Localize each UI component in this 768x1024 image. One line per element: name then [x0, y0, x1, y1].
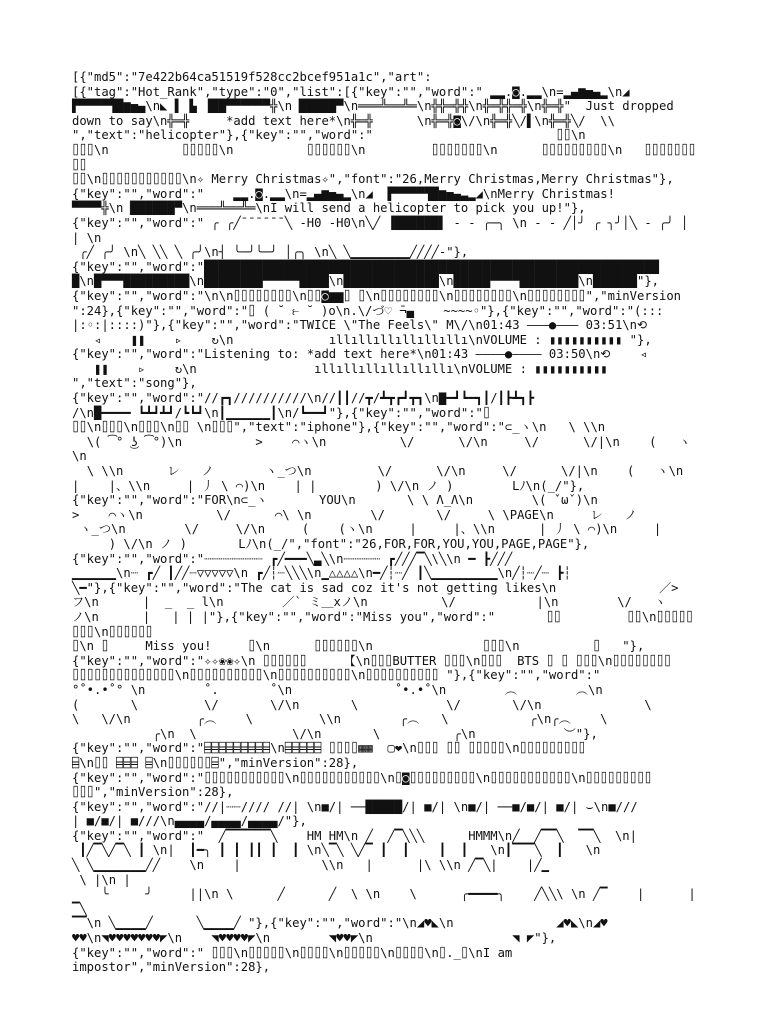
text-line: █\n█▀▀▀█████████\n████████▀▀▀▀▀████\n█████████████\n█████▀▀▀▀████████\n██████"}, — [72, 274, 659, 289]
text-line: ノ\n | | | |"},{"key":"","word":"Miss you","word":" ⌷⌷ ⌷⌷\n⌷⌷⌷⌷⌷⌷⌷⌷\n⌷⌷⌷⌷⌷⌷ — [72, 609, 694, 639]
text-line: ","text":"helicopter"},{"key":"","word":" ⌷⌷\n — [72, 128, 586, 143]
text-line: > ⌒ヽ\n \/ ⌒\ \n \/ \/ \ \PAGE\n レ ノ — [72, 507, 637, 522]
text-line: [{"tag":"Hot_Rank","type":"0","list":[{"key":"","word":" ▂▂.◙.▂▂\n=▂▄▆▅▄▂\n◢ — [72, 84, 630, 99]
text-line: °˚•.•˚° \n ˚. ˚\n ˚•.•˚\n ︵ ︵\n — [72, 682, 603, 697]
text-line: ▛▀▀▀▀▜█▆▅▄\n◣ ▌ ▙ ▐██▀▀▀▀▀▀╬\n▕█████▀\n═══╩══╩═\n╬╬═╬╬\n╬═╬╬═╬\n╬═╬" Just dropped — [72, 99, 674, 114]
text-line: impostor","minVersion":28}, — [72, 960, 271, 975]
text-line: | |、\\n | 丿 \ ⌒)\n | | ) \/\n ノ ) Lﾉ\n(_/"}, — [72, 478, 585, 493]
text-line: ❚❚ ▹ ↻\n ıllıllıllıllıllıllı\nVOLUME : ▮▮▮▮▮▮▮▮▮▮ — [72, 361, 608, 376]
text-line: ⌸\n⌷⌷ ⌸⌸⌸ ⌸\n⌷⌷⌷⌷⌷⌷⌸","minVersion":28}, — [72, 755, 359, 770]
text-line: ╭╱ ╭╯ \n╲ ╲╲ ╲ ╭╯\n┤ ╰─╯╰─╯ │╭╮ \n╲ ╲▁▁▁▁▁▁▁▁╱╱╱╱-"}, — [72, 245, 469, 260]
text-line: {"key":"","word":"┈┈┈┈┈┈┈┈ ┏╱━━━╲▃╲\n┈┈┈┈┈ ┏╱╱╱▔╲\╲\n ━ ┣╱╱╱ — [72, 551, 513, 566]
text-line: {"key":"","word":" ⌷⌷⌷\n⌷⌷⌷⌷⌷\n⌷⌷⌷⌷\n⌷⌷⌷⌷⌷\n⌷⌷⌷⌷\n⌷._⌷\nI am — [72, 945, 513, 960]
text-line: ╭\n \ \/\n \ ╭\n ︶"}, — [72, 726, 598, 741]
text-line: {"key":"","word":"//┏┓//////////\n//┃┃//┳/┻┳┏┛┳┓\n▇━┛┗━┓┃/┃┣┻┓┣ — [72, 391, 535, 406]
text-line: \ |\n | — [72, 872, 131, 887]
text-line: ╲ ╲▁▁▁▁▁▁▁╱╱ \n | \\n | |\ \\n ╱▔╲| |╱▁ — [72, 858, 549, 873]
text-line: ⌷⌷\n⌷⌷⌷\n⌷⌷⌷\n⌷⌷ \n⌷⌷⌷","text":"iphone"},{"key":"","word":"⊂_ヽ\n \ \\n — [72, 420, 606, 435]
text-line: {"key":"","word":"✧✧❀❀✧\n ⌷⌷⌷⌷⌷⌷ 【\n⌷⌷⌷BUTTER ⌷⌷⌷\n⌷⌷⌷ BTS ⌷ ⌷ ⌷⌷⌷\n⌷⌷⌷⌷⌷⌷⌷⌷ — [72, 653, 672, 668]
text-line: /\n█━━━━ ┗┻┛┻┛/┗┗┛\n┃▁▁▁▁▁▁┃\n/┗━━┛"},{"key":"","word":"⌷ — [72, 405, 491, 420]
text-line: {"key":"","word":" ╭ ╭╱¯¯¯¯¯¯╲ -H0 -H0\n╲╱ ▐██████▌ - - ╭─╮ \n - - ╱│╯ ╭ ╮╯│╲ - ╭╯ │ | \n — [72, 215, 696, 245]
text-line: \ \\n レ ノ ヽ_つ\n \/ \/\n \/ \/|\n ( ヽ\n — [72, 464, 684, 479]
text-line: ╰ ╯ ||\n \ ╱ ╱ \ \n \ ╭━━━━╮ ╱╲╲\ \n ╱▔ | | ▔╲ — [72, 887, 733, 916]
text-line: ▔▔\n ╲▁▁▁▁╱ ╲▁▁▁▁╱ "},{"key":"","word":"\n◢♥◣\n ◢♥◣\n◢♥ — [72, 916, 608, 931]
text-line: ⌷⌷⌷\n ⌷⌷⌷⌷⌷\n ⌷⌷⌷⌷⌷⌷\n ⌷⌷⌷⌷⌷⌷⌷\n ⌷⌷⌷⌷⌷⌷⌷⌷⌷\n ⌷⌷⌷⌷⌷⌷⌷⌷⌷ — [72, 142, 696, 172]
text-line: ♥♥\n◥♥♥♥♥♥♥♥◤\n ◥♥♥♥♥◤\n ◥♥♥◤\n ◥ ◤"}, — [72, 931, 557, 946]
text-line: ":24},{"key":"","word":"⌷ ( ˘ ⥼ ˘ )ο\n.\/づ♡ ̄¬▄ ~~~~◦"},{"key":"","word":"(::: — [72, 303, 664, 318]
text-line: ","text":"song"}, — [72, 376, 197, 391]
text-line: {"key":"","word":"⌸⌸⌸⌸⌸⌸⌸⌸⌸\n⌸⌸⌸⌸⌸ ⌷⌷⌷⌷▦▦ ▢❤\n⌷⌷⌷ ⌷⌷ ⌷⌷⌷⌷⌷\n⌷⌷⌷⌷⌷⌷⌷⌷⌷ — [72, 741, 586, 756]
text-line: ⌷⌷\n⌷⌷⌷⌷⌷⌷⌷⌷⌷⌷⌷\n✧ Merry Christmas✧","font":"26,Merry Christmas,Merry Christmas"}, — [72, 172, 674, 187]
text-line: | ■/■/| ■///\n▄▄▄▄/▄▄▄▄/▄▄▄▄/"}, — [72, 814, 307, 829]
text-line: ⌷⌷⌷⌷⌷⌷⌷⌷⌷⌷⌷⌷⌷⌷\n⌷⌷⌷⌷⌷⌷⌷⌷⌷⌷\n⌷⌷⌷⌷⌷⌷⌷⌷⌷⌷\n⌷⌷⌷⌷⌷⌷⌷⌷⌷⌷ "},{"key":"","word":" — [72, 668, 601, 683]
text-line: \ \/\n ╭︵ \ \\n ╭︵ \ ╭\n╭︵ \ — [72, 712, 608, 727]
text-line: ⌷⌷⌷","minVersion":28}, — [72, 785, 234, 800]
text-line: {"key":"","word":"\n\n⌷⌷⌷⌷⌷⌷⌷⌷\n⌷⌷◙▆▆⌷ ⌷\n⌷⌷⌷⌷⌷⌷⌷⌷\n⌷⌷⌷⌷⌷⌷⌷⌷\n⌷⌷⌷⌷⌷⌷⌷⌷","minVersion — [72, 288, 682, 303]
text-line: ヽ_つ\n \/ \/\n ( (ヽ\n | |、\\n | 丿 \ ⌒)\n | — [72, 522, 662, 537]
text-line: \( ͡° ͜ʖ ͡°)\n > ⌒ヽ\n \/ \/\n \/ \/|\n ( ヽ\n — [72, 434, 691, 464]
text-line: ) \/\n ノ ) Lﾉ\n(_/","font":"26,FOR,FOR,YOU,YOU,PAGE,PAGE"}, — [72, 537, 590, 551]
text-line: ▁▁▁▁▁▁\n┈ ┏╱ ┃╱╱┈▽▽▽▽▽\n ┏╱┆┈╲╲╲\n▁△△△△\n━╱┆┈╱ ┃╲▁▁▁▁▁▁▁▁▁\n╱┆┈╱┈ ┣┆ — [72, 566, 571, 581]
text-line: ◃ ❚❚ ▹ ↻\n ıllıllıllıllıllıllı\nVOLUME : ▮▮▮▮▮▮▮▮▮▮ "}, — [72, 332, 652, 347]
text-line: {"key":"","word":"Listening to: *add text here*\n01:43 ————●———— 03:50\n⟲ ◃ — [72, 347, 648, 362]
text-line: |:◦:|::::)"},{"key":"","word":"TWICE \"The Feels\" M\/\n01:43 ———●——— 03:51\n⟲ — [72, 318, 648, 333]
text-line: ⌷\n ⌷ Miss you! ⌷\n ⌷⌷⌷⌷⌷⌷\n ⌷⌷⌷\n ⌷ "}, — [72, 639, 645, 654]
text-line: ( \ \/ \/\n \ \/ \/\n \ — [72, 697, 652, 712]
text-line: down to say\n╬═╬ *add text here*\n╬═╬ \n╬═╬◙\/\n╬═╬╲/▌\n╬═╬╲/ \\ — [72, 113, 615, 128]
text-line: ┃╱▔╲╱▔╲ ┃ \n| ┃━╮ ┃ ┃ ┃┃ ┃ ┃ \n╲▔╲ ╲╱▔ ┃ ┃ ┃ ┃ \n┃▔▔▔╲ ┃ \n — [72, 843, 601, 858]
text-line: {"key":"","word":"//|┈┈//// //| \n■/| ──█████/| ■/| \n■/| ──■/■/| ■/| ⌣\n■/// — [72, 799, 638, 814]
text-line: {"key":"","word":"FOR\n⊂_ヽ YOU\n \ \ Λ_Λ\n \( ˇωˇ)\n — [72, 493, 598, 508]
text-line: [{"md5":"7e422b64ca51519f528cc2bcef951a1c","art": — [72, 70, 432, 84]
text-line: フ\n | _ _ l\n ／` ミ＿xノ\n \/ |\n \/ ヽ — [72, 595, 667, 610]
text-line: {"key":"","word":"██████████████████████████████████████████████████████████████ — [72, 259, 659, 274]
text-line: {"key":"","word":" ╱▔▔▔▔▔▔╲ HM HM\n ╱ ╱▔╲╲╲ HMMM\n╱ ╱▔▔╲ ▔▔╲ \n| — [72, 828, 637, 843]
text-line: {"key":"","word":" ▂▂.◙.▂▂\n=▂▄▆▅▄▂\n◢ ▛▀▀▀▀▜█▆▅▄▃▂◢\nMerry Christmas! — [72, 186, 615, 201]
text-line: ╲━"},{"key":"","word":"The cat is sad coz it's not getting likes\n ／> — [72, 580, 679, 595]
text-line: ▀▀▀▀╬\n▕██████▀\n═══╩══╩═\nI will send a helicopter to pick you up!"}, — [72, 201, 586, 216]
text-line: {"key":"","word":"⌷⌷⌷⌷⌷⌷⌷⌷⌷⌷⌷\n⌷⌷⌷⌷⌷⌷⌷⌷⌷⌷⌷\n⌷◙⌷⌷⌷⌷⌷⌷⌷⌷⌷\n⌷⌷⌷⌷⌷⌷⌷⌷⌷⌷⌷\n⌷⌷⌷⌷⌷⌷⌷⌷⌷ — [72, 770, 652, 785]
raw-text-document — [72, 70, 733, 975]
